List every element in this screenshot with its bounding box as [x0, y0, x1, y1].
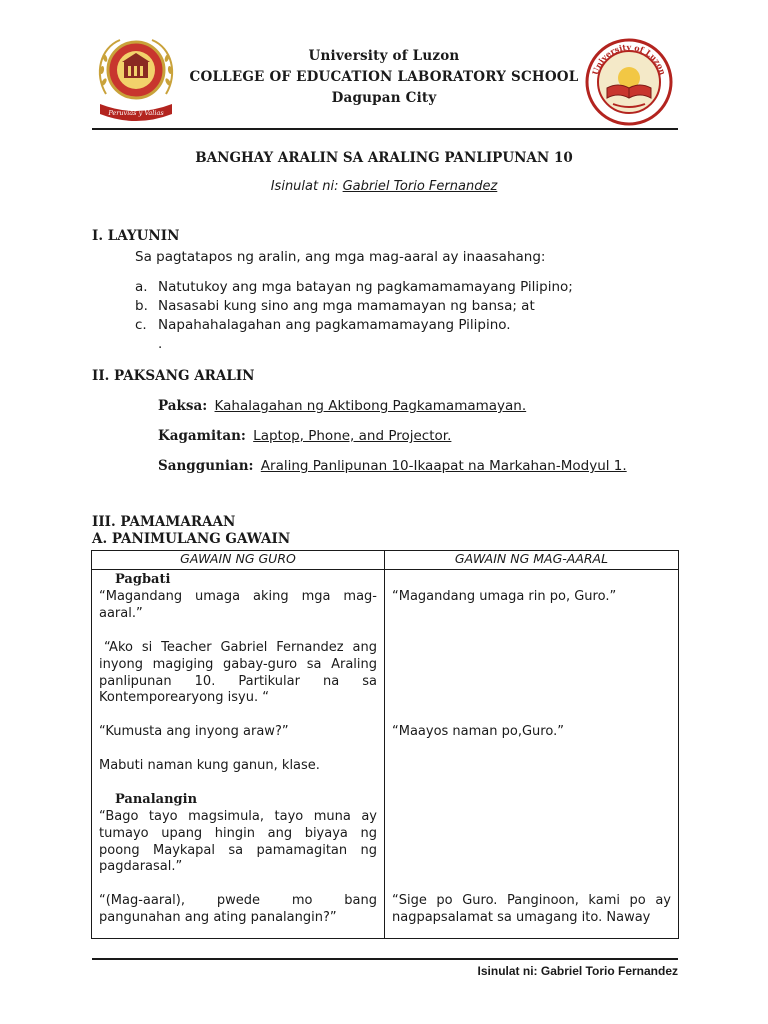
table-row — [92, 570, 679, 939]
objective-item: Napahahalagahan ang pagkamamamayang Pilipino. — [158, 317, 511, 333]
column-header-mag-aaral: GAWAIN NG MAG-AARAL — [385, 551, 679, 570]
author-line — [0, 179, 768, 194]
kagamitan-row — [158, 428, 451, 444]
footer-author: Isinulat ni: Gabriel Torio Fernandez — [477, 964, 678, 978]
sanggunian-row — [158, 458, 627, 474]
kagamitan-value: Laptop, Phone, and Projector. — [253, 428, 452, 444]
teacher-line: “Kumusta ang inyong araw?” — [99, 724, 289, 739]
objective-item: Nasasabi kung sino ang mga mamamayan ng bansa; at — [158, 298, 535, 314]
teacher-line: “Magandang umaga aking mga mag-aaral.” — [99, 589, 377, 621]
section-paksang-aralin-heading: II. PAKSANG ARALIN — [92, 368, 255, 384]
activity-table — [91, 550, 679, 939]
sanggunian-value: Araling Panlipunan 10-Ikaapat na Markahan-Modyul 1. — [260, 458, 627, 474]
objective-marker: b. — [135, 298, 148, 314]
table-header-row — [92, 551, 679, 570]
section-layunin-heading: I. LAYUNIN — [92, 228, 180, 244]
paksa-row — [158, 398, 526, 414]
header-divider — [92, 128, 678, 130]
teacher-line: “Bago tayo magsimula, tayo muna ay tumayo upang hingin ang biyaya ng poong Maykapal sa pamamagitan ng pagdarasal.” — [99, 809, 377, 875]
objective-marker: c. — [135, 317, 147, 333]
column-header-guro: GAWAIN NG GURO — [92, 551, 385, 570]
pagbati-label: Pagbati — [115, 572, 171, 587]
document-title: BANGHAY ARALIN SA ARALING PANLIPUNAN 10 — [195, 150, 573, 166]
teacher-line: Mabuti naman kung ganun, klase. — [99, 758, 320, 773]
objective-item: Natutukoy ang mga batayan ng pagkamamamayang Pilipino; — [158, 279, 573, 295]
panalangin-label: Panalangin — [115, 792, 198, 807]
student-line: “Magandang umaga rin po, Guro.” — [392, 589, 617, 604]
kagamitan-label: Kagamitan: — [158, 428, 246, 444]
paksa-value: Kahalagahan ng Aktibong Pagkamamamayan. — [214, 398, 527, 414]
stray-period: . — [158, 336, 163, 352]
teacher-line: “(Mag-aaral), pwede mo bang pangunahan ang ating panalangin?” — [99, 893, 377, 925]
college-name: COLLEGE OF EDUCATION LABORATORY SCHOOL — [189, 69, 579, 85]
paksa-label: Paksa: — [158, 398, 208, 414]
city-name: Dagupan City — [331, 90, 437, 106]
left-logo-motto: Peruvias y Valias — [108, 109, 164, 117]
student-activity-cell — [385, 570, 679, 939]
right-logo-text: University of Luzon — [589, 41, 669, 77]
sanggunian-label: Sanggunian: — [158, 458, 254, 474]
objective-marker: a. — [135, 279, 148, 295]
student-line: “Maayos naman po,Guro.” — [392, 724, 564, 739]
layunin-intro: Sa pagtatapos ng aralin, ang mga mag-aaral ay inaasahang: — [135, 249, 546, 265]
teacher-line: “Ako si Teacher Gabriel Fernandez ang inyong magiging gabay-guro sa Araling panlipunan 10. Partikular na sa Kontemporearyong isyu. “ — [99, 640, 377, 706]
author-prefix: Isinulat ni: — [270, 179, 339, 194]
teacher-activity-cell — [92, 570, 385, 939]
section-pamamaraan-heading: III. PAMAMARAAN — [92, 514, 236, 530]
author-name: Gabriel Torio Fernandez — [342, 179, 498, 194]
student-line: “Sige po Guro. Panginoon, kami po ay nagpapsalamat sa umagang ito. Naway — [392, 893, 671, 925]
university-name: University of Luzon — [308, 48, 460, 64]
footer-divider — [92, 958, 678, 960]
section-panimulang-gawain-heading: A. PANIMULANG GAWAIN — [92, 531, 291, 547]
